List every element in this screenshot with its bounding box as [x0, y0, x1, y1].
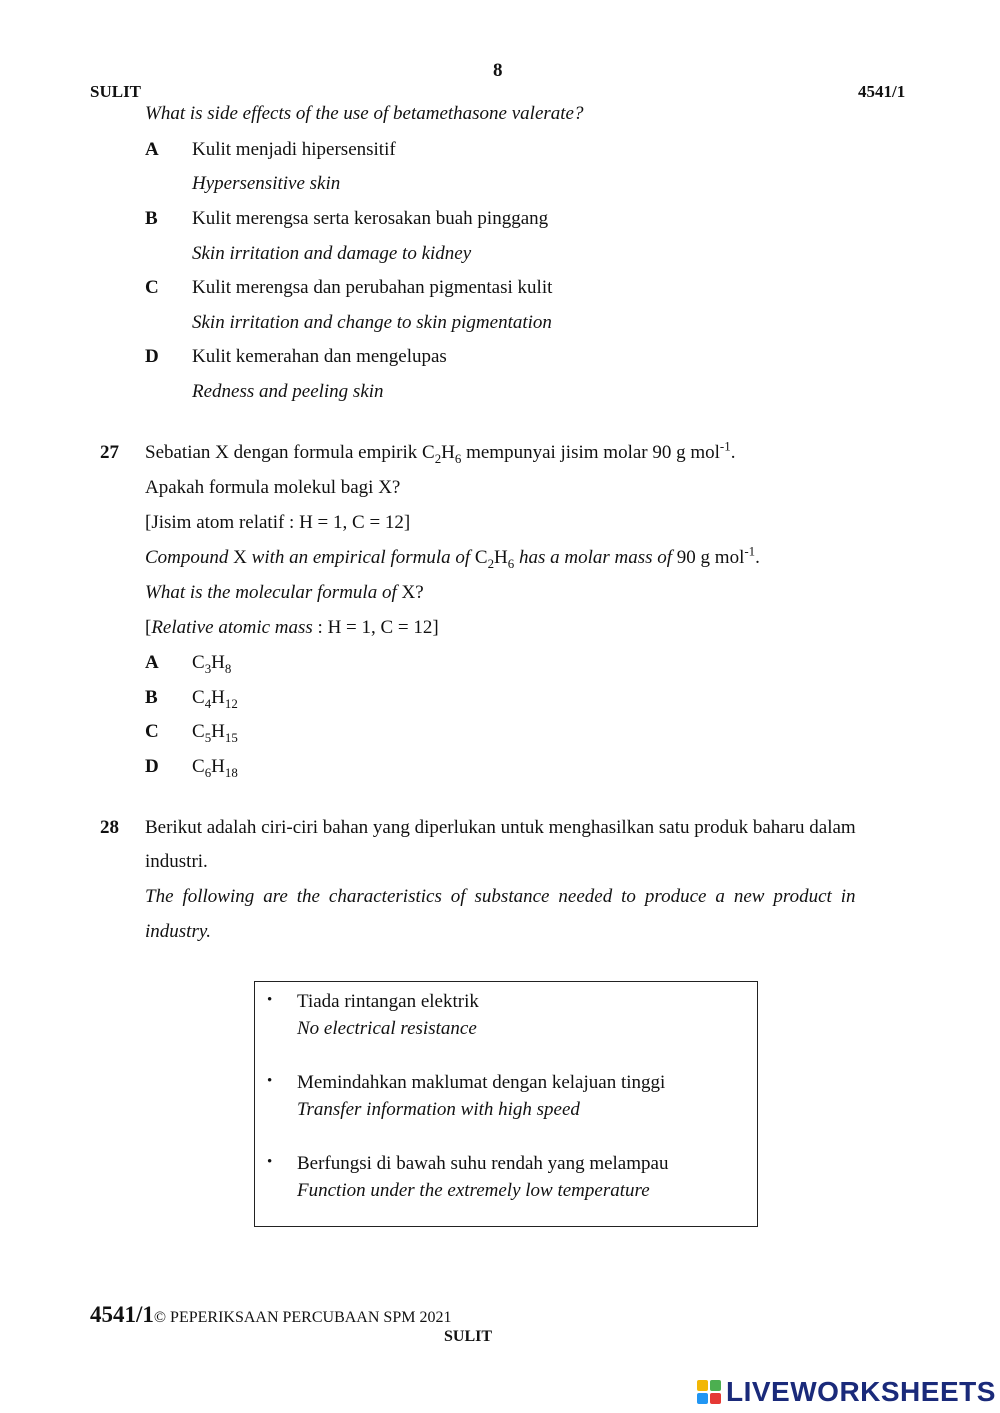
characteristics-box	[254, 981, 758, 1227]
q27-option-a-formula: $C_3H_8$	[192, 652, 232, 676]
q26-option-c-ms: Kulit merengsa dan perubahan pigmentasi kulit	[192, 277, 553, 298]
q28-en-line1: The following are the characteristics of substance needed to produce a new product in	[145, 886, 856, 907]
liveworksheets-icon	[697, 1380, 721, 1404]
header-code: 4541/1	[858, 82, 906, 101]
q26-option-a-ms: Kulit menjadi hipersensitif	[192, 139, 396, 160]
q27-en-line3: [Relative atomic mass : H = 1, C = 12]	[145, 617, 439, 638]
q27-ms-line2: Apakah formula molekul bagi X?	[145, 477, 401, 498]
q27-option-b-letter: B	[145, 687, 158, 708]
q26-option-b-ms: Kulit merengsa serta kerosakan buah pinggang	[192, 208, 549, 229]
q27-en-line2: What is the molecular formula of X?	[145, 582, 424, 603]
footer-code: 4541/1	[90, 1302, 154, 1327]
q27-option-d-formula: $C_6H_{18}$	[192, 756, 238, 780]
q27-option-c-letter: C	[145, 721, 159, 742]
q27-en-line1: Compound X with an empirical formula of $C_2H_6$ has a molar mass of 90 g mol$^{-1}$.	[145, 543, 760, 571]
q26-option-d-letter: D	[145, 346, 159, 367]
bullet-1: •	[267, 992, 273, 1008]
q26-option-b-en: Skin irritation and damage to kidney	[192, 243, 472, 264]
q28-number: 28	[100, 817, 119, 838]
q27-number: 27	[100, 442, 119, 463]
footer-copyright: © PEPERIKSAAN PERCUBAAN SPM 2021	[153, 1309, 452, 1326]
q28-ms-line2: industri.	[145, 851, 208, 872]
page-number: 8	[493, 60, 503, 81]
q28-ms-line1: Berikut adalah ciri-ciri bahan yang diperlukan untuk menghasilkan satu produk baharu dalam	[145, 817, 856, 838]
footer-line	[90, 1302, 451, 1328]
bullet-1-text: Tiada rintangan elektrik No electrical resistance	[297, 991, 479, 1039]
q27-option-a-letter: A	[145, 652, 159, 673]
q27-ms-line1: Sebatian X dengan formula empirik $C_2H_6$ mempunyai jisim molar 90 g mol$^{-1}$.	[145, 438, 736, 466]
q26-option-a-letter: A	[145, 139, 159, 160]
q27-option-c-formula: $C_5H_{15}$	[192, 721, 238, 745]
q28-en-line2: industry.	[145, 921, 211, 942]
q26-option-a-en: Hypersensitive skin	[192, 173, 341, 194]
q26-option-c-en: Skin irritation and change to skin pigmentation	[192, 312, 552, 333]
footer-sulit: SULIT	[444, 1328, 493, 1345]
q26-option-c-letter: C	[145, 277, 159, 298]
q26-option-d-ms: Kulit kemerahan dan mengelupas	[192, 346, 447, 367]
liveworksheets-text: LIVEWORKSHEETS	[726, 1376, 996, 1407]
q26-option-b-letter: B	[145, 208, 158, 229]
bullet-3-text: Berfungsi di bawah suhu rendah yang melampau Function under the extremely low temperature	[297, 1153, 669, 1201]
bullet-2-text: Memindahkan maklumat dengan kelajuan tinggi Transfer information with high speed	[297, 1072, 666, 1120]
q27-option-b-formula: $C_4H_{12}$	[192, 687, 238, 711]
liveworksheets-logo	[697, 1376, 996, 1408]
q26-option-d-en: Redness and peeling skin	[192, 381, 384, 402]
bullet-2: •	[267, 1073, 273, 1089]
q27-option-d-letter: D	[145, 756, 159, 777]
q27-ms-line3: [Jisim atom relatif : H = 1, C = 12]	[145, 512, 411, 533]
header-sulit: SULIT	[90, 82, 142, 101]
q26-question: What is side effects of the use of betamethasone valerate?	[145, 103, 584, 124]
bullet-3: •	[267, 1154, 273, 1170]
